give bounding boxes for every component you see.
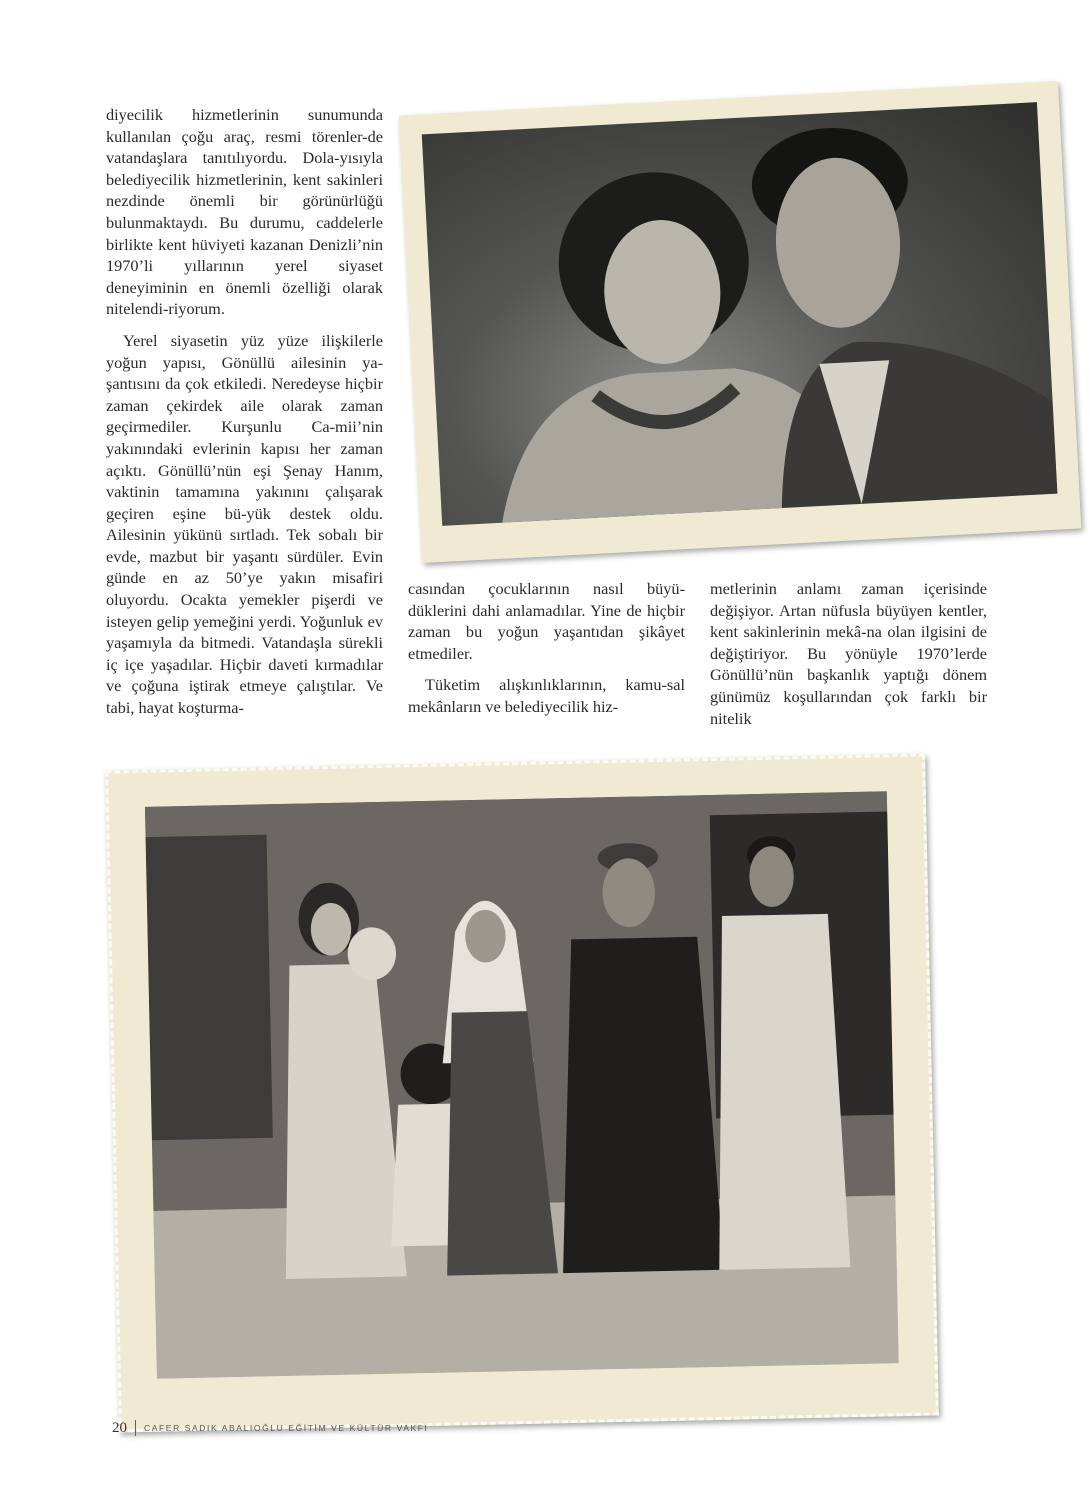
text-column-1 (106, 104, 383, 719)
portrait-illustration (422, 102, 1058, 526)
family-illustration (145, 791, 899, 1378)
family-group-photo (105, 753, 939, 1432)
couple-portrait-photo (399, 81, 1082, 563)
publisher-name: CAFER SADIK ABALIOĞLU EĞİTİM VE KÜLTÜR VAKFI (144, 1423, 429, 1433)
paragraph: diyecilik hizmetlerinin sunumunda kullanılan çoğu araç, resmi törenler-de vatandaşlara tanıtılıyordu. Dola-yısıyla belediyecilik hizmetlerinin, kent sakinleri nezdinde önemli bir görünürlüğü bulunmaktaydı. Bu durumu, caddelerle birlikte kent hüviyeti kazanan Denizli’nin 1970’li yıllarının yerel siyaset deneyiminin en önemli özelliği olarak nitelendi-riyorum. (106, 105, 383, 319)
text-column-2 (408, 578, 685, 718)
paragraph: metlerinin anlamı zaman içerisinde değişiyor. Artan nüfusla büyüyen kentler, kent sakinlerinin mekâ-na olan ilgisini de değiştiriyor. Bu yönüyle 1970’lerde Gönüllü’nün başkanlık yaptığı dönem günümüz koşullarından çok farklı bir nitelik (710, 579, 987, 728)
photo-image (422, 102, 1058, 526)
photo-image (145, 791, 899, 1378)
paragraph: Tüketim alışkınlıklarının, kamu-sal mekânların ve belediyecilik hiz- (408, 675, 685, 716)
footer-divider (135, 1420, 136, 1436)
page-number: 20 (112, 1419, 127, 1436)
text-column-3 (710, 578, 987, 729)
page-footer (112, 1418, 429, 1438)
paragraph: Yerel siyasetin yüz yüze ilişkilerle yoğun yapısı, Gönüllü ailesinin ya-şantısını da çok etkiledi. Neredeyse hiçbir zaman çekirdek aile olarak zaman geçirmediler. Kurşunlu Ca-mii’nin yakınındaki evlerinin kapısı her zaman açıktı. Gönüllü’nün eşi Şenay Hanım, vaktinin tamamına yakınını çalışarak geçiren eşine bü-yük destek oldu. Ailesinin yükünü sırtladı. Tek sobalı bir evde, mazbut bir yaşantı sürdüler. Evin günde en az 50’ye yakın misafiri oluyordu. Ocakta yemekler pişerdi ve isteyen gelip yemeğini yerdi. Yoğunluk ev yaşamıyla da bitmedi. Vatandaşla sürekli iç içe yaşadılar. Hiçbir daveti kırmadılar ve çoğuna iştirak etmeye çalıştılar. Ve tabi, hayat koşturma- (106, 330, 383, 718)
paragraph: casından çocuklarının nasıl büyü-düklerini dahi anlamadılar. Yine de hiçbir zaman bu yoğun yaşantıdan şikâyet etmediler. (408, 579, 685, 663)
